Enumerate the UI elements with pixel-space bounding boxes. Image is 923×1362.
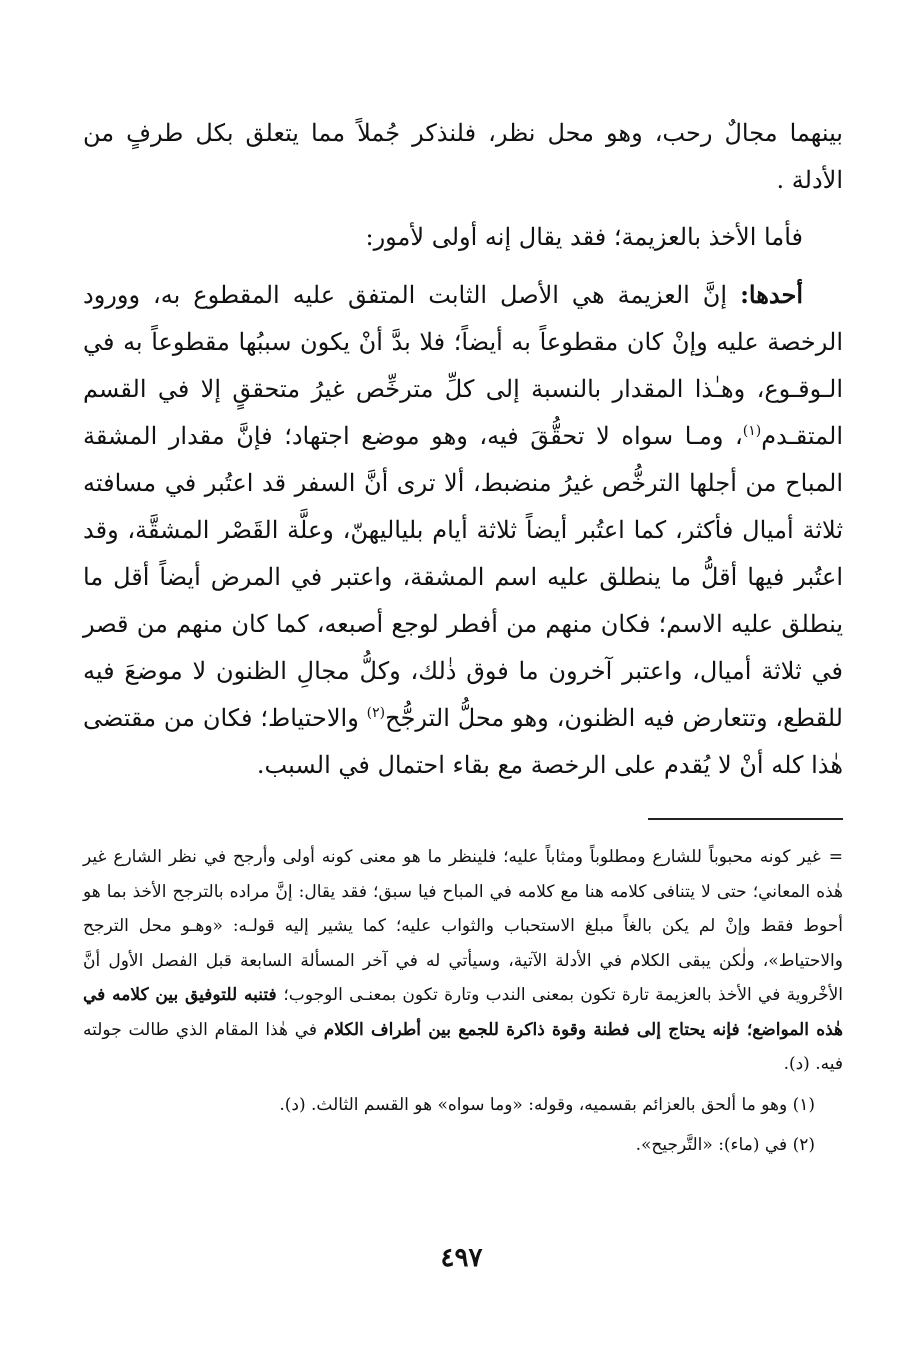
continuation-mark: = — [828, 847, 843, 867]
footnote-continuation — [83, 840, 843, 1082]
paragraph-2-text: فأما الأخذ بالعزيمة؛ فقد يقال إنه أولى لأمور: — [365, 223, 803, 251]
footnote-1-text: (١) وهو ما ألحق بالعزائم بقسميه، وقوله: «وما سواه» هو القسم الثالث. (د). — [279, 1094, 815, 1115]
paragraph-3-part-c: والاحتياط؛ فكان من مقتضى هٰذا كله أنْ لا يُقدم على الرخصة مع بقاء احتمال في السبب. — [83, 704, 843, 779]
continuation-bold-text: فتنبه للتوفيق بين كلامه في هٰذه المواضع؛ فإنه يحتاج إلى فطنة وقوة ذاكرة للجمع بين أطراف الكلام — [83, 985, 844, 1040]
footnote-2 — [83, 1128, 843, 1163]
paragraph-3-lead: أحدها: — [740, 280, 803, 309]
paragraph-3-part-b: ، ومـا سواه لا تحقُّقَ فيه، وهو موضع اجتهاد؛ فإنَّ مقدار المشقة المباح من أجلها الترخُّص غيرُ منضبط، ألا ترى أنَّ السفر قد اعتُبر في مسافته ثلاثة أميال فأكثر، كما اعتُبر أيضاً ثلاثة أيام بلياليهنّ، وعلَّة القَصْر المشقَّة، وقد اعتُبر فيها أقلُّ ما ينطلق عليه اسم المشقة، واعتبر في المرض أيضاً أقل ما ينطلق عليه الاسم؛ فكان منهم من أفطر لوجع أصبعه، كما كان منهم من قصر في ثلاثة أميال، واعتبر آخرون ما فوق ذٰلك، وكلُّ مجالِ الظنون لا موضعَ فيه للقطع، وتتعارض فيه الظنون، وهو محلُّ الترجُّح — [83, 422, 844, 732]
footnote-separator — [648, 818, 843, 820]
footnote-ref-1: (١) — [742, 423, 762, 439]
footnote-ref-2: (٢) — [366, 705, 386, 721]
paragraph-3-part-a: إنَّ العزيمة هي الأصل الثابت المتفق عليه المقطوع به، وورود الرخصة عليه وإنْ كان مقطوعاً به أيضاً؛ فلا بدَّ أنْ يكون سببُها مقطوعاً به في الـوقـوع، وهـٰذا المقدار بالنسبة إلى كلِّ مترخِّص غيرُ متحققٍ إلا في القسم المتقـدم — [83, 281, 843, 450]
main-text — [83, 110, 843, 799]
footnote-2-text: (٢) في (ماء): «التَّرجيح». — [635, 1135, 815, 1155]
paragraph-1 — [83, 110, 843, 204]
paragraph-2 — [83, 214, 843, 261]
paragraph-3 — [83, 271, 843, 789]
paragraph-1-text: بينهما مجالٌ رحب، وهو محل نظر، فلنذكر جُملاً مما يتعلق بكل طرفٍ من الأدلة . — [83, 119, 843, 194]
continuation-text-a: غير كونه محبوباً للشارع ومطلوباً ومثاباً عليه؛ فلينظر ما هو معنى كونه أولى وأرجح في نظر الشارع غير هٰذه المعاني؛ حتى لا يتنافى كلامه هنا مع كلامه في المباح فيا سبق؛ فقد يقال: إنَّ مراده بالترجح الأخذ بما هو أحوط فقط وإنْ لم يكن بالغاً مبلغ الاستحباب والثواب عليه؛ كما يشير إليه قولـه: «وهـو محل الترجح والاحتياط»، ولٰكن يبقى الكلام في الأدلة الآتية، وسيأتي له في آخر المسألة السابعة قبل الفصل الأول أنَّ الأخْروية في الأخذ بالعزيمة تارة تكون بمعنى الندب وتارة تكون بمعنـى الوجوب؛ — [83, 847, 844, 1005]
continuation-text-b: في هٰذا المقام الذي طالت جولته فيه. (د). — [83, 1019, 843, 1074]
page-number: ٤٩٧ — [440, 1243, 483, 1273]
footnotes — [83, 840, 843, 1163]
footnote-1 — [83, 1088, 843, 1123]
